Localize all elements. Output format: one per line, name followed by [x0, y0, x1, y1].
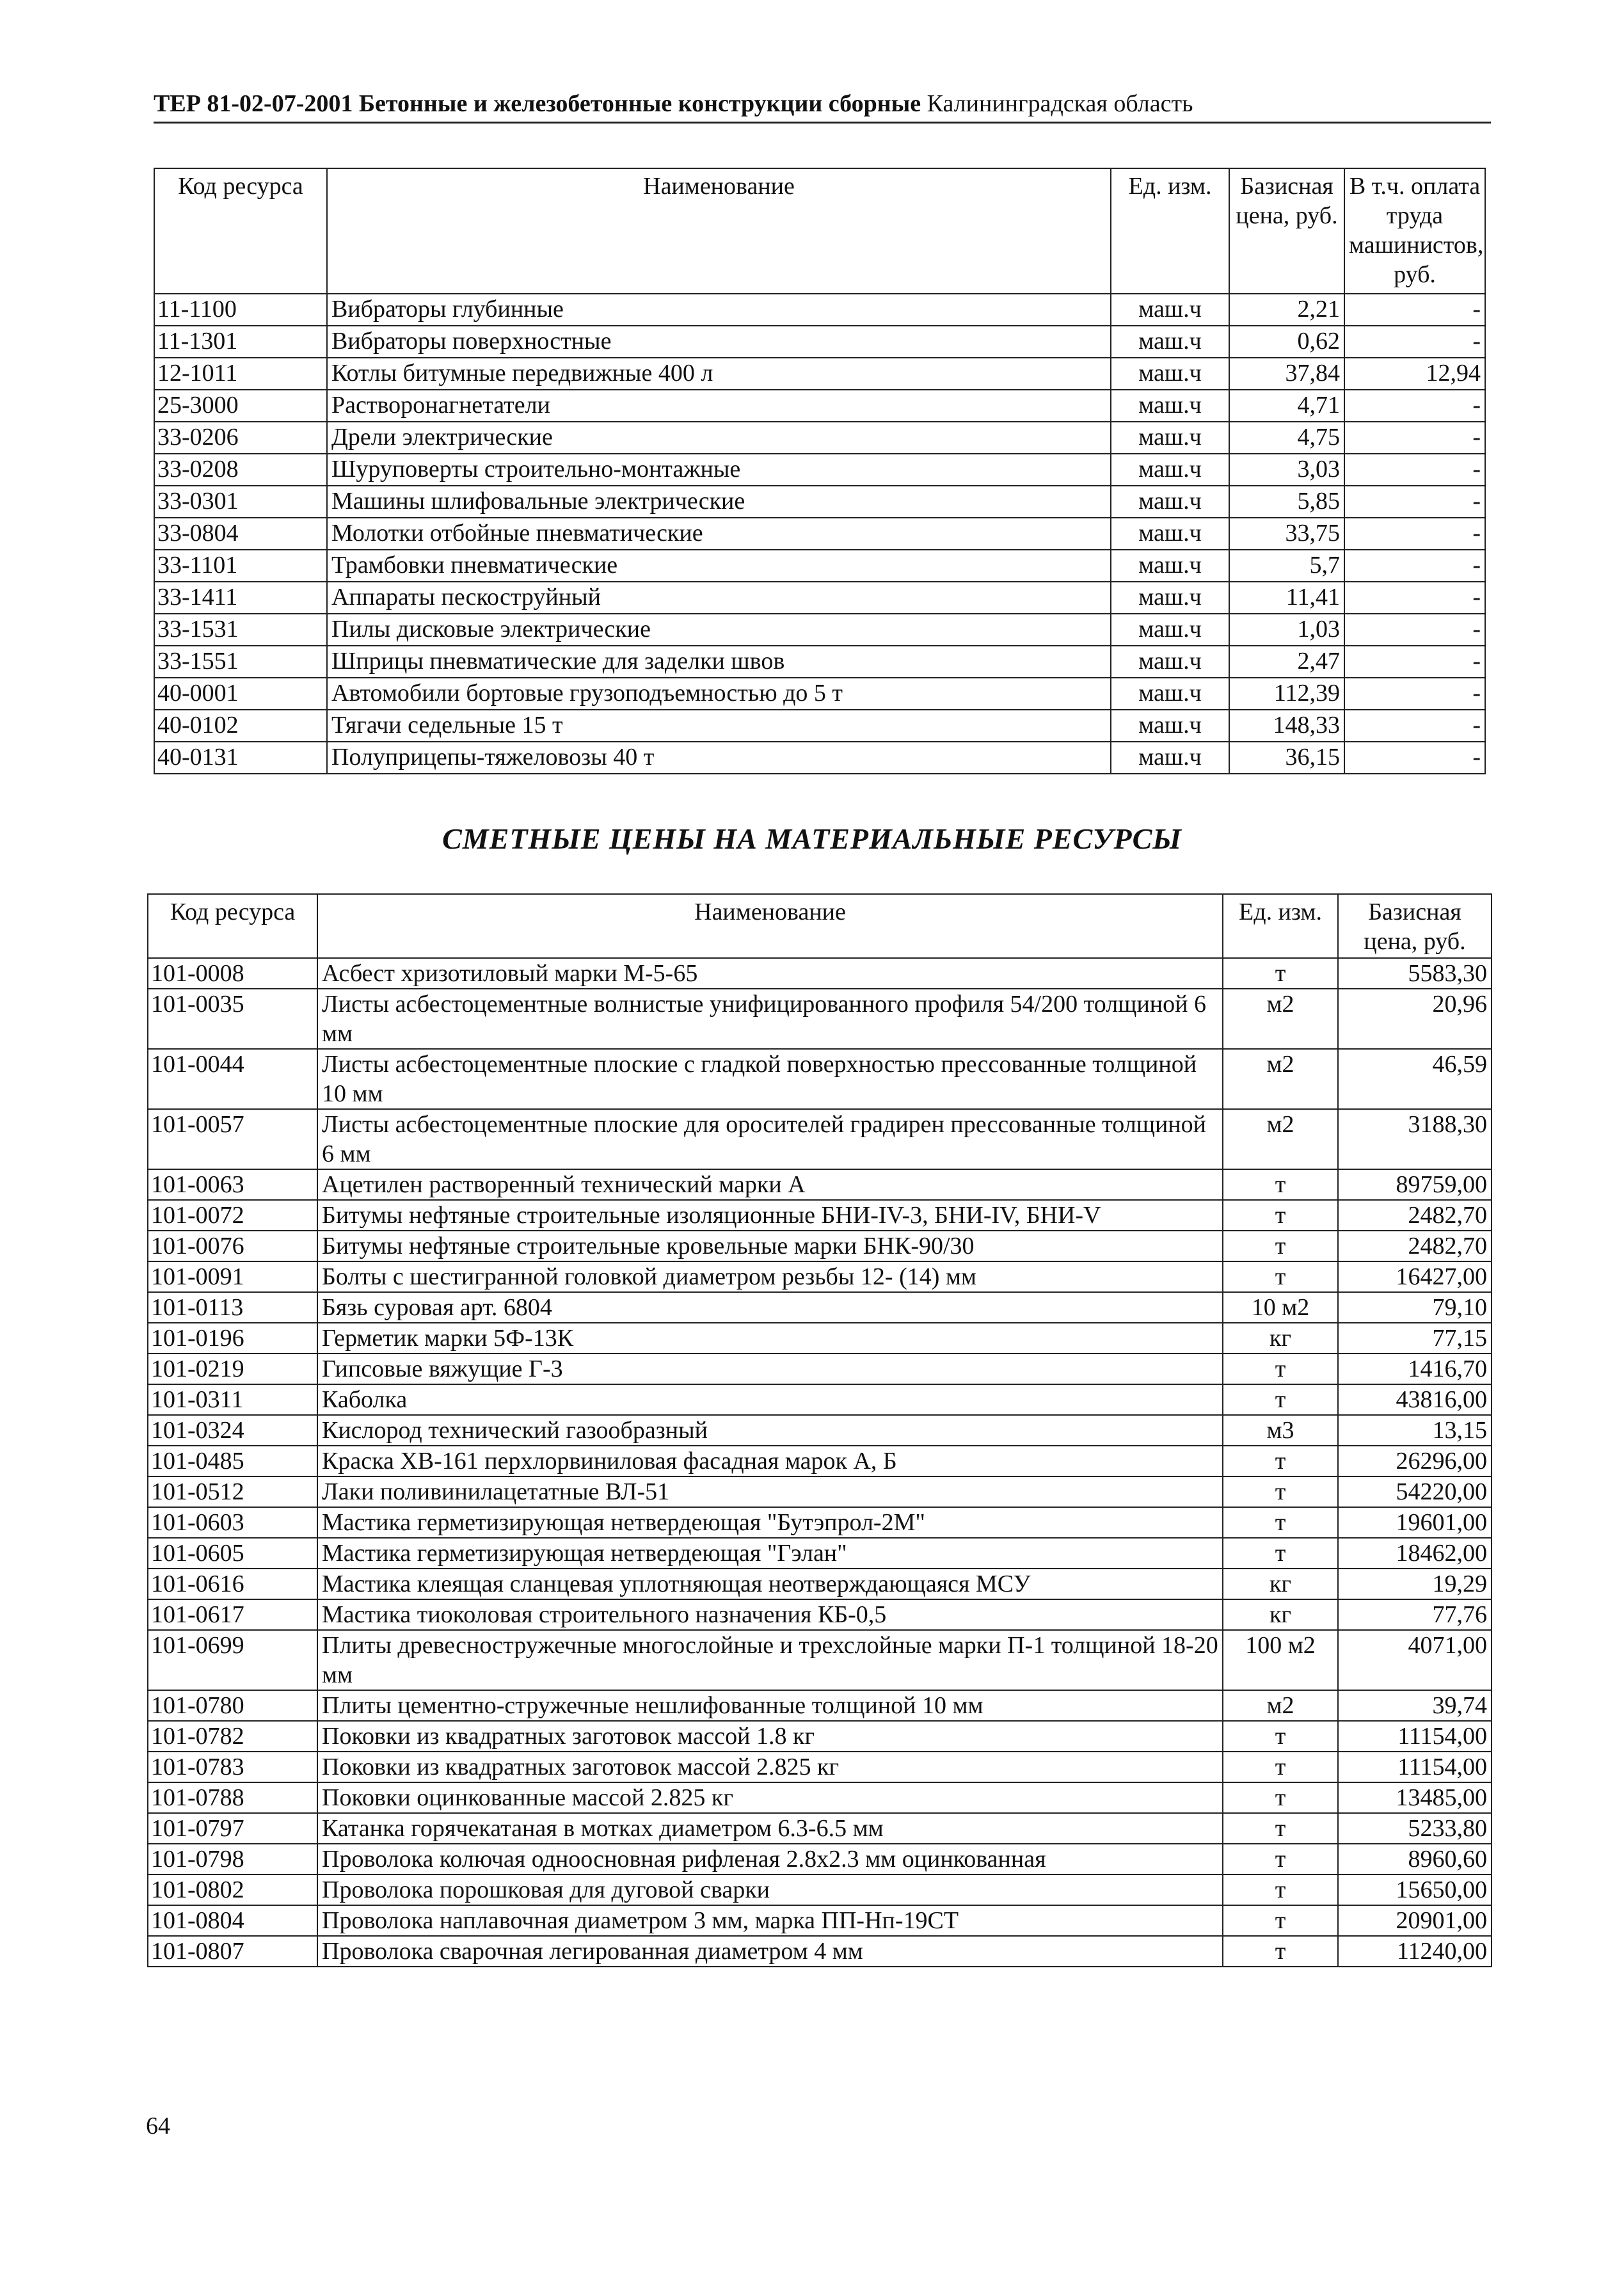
cell-price: 46,59 [1338, 1049, 1492, 1109]
table-row [148, 1782, 1492, 1813]
cell-name: Битумы нефтяные строительные изоляционные БНИ-IV-3, БНИ-IV, БНИ-V [317, 1200, 1223, 1231]
cell-unit: маш.ч [1111, 582, 1229, 614]
cell-wage: - [1344, 294, 1485, 326]
cell-unit: маш.ч [1111, 454, 1229, 486]
cell-wage: - [1344, 742, 1485, 774]
table-row [148, 1476, 1492, 1507]
cell-wage: - [1344, 614, 1485, 646]
materials-section-title: СМЕТНЫЕ ЦЕНЫ НА МАТЕРИАЛЬНЫЕ РЕСУРСЫ [442, 822, 1182, 855]
cell-code: 101-0807 [148, 1936, 317, 1967]
cell-code: 40-0131 [154, 742, 327, 774]
cell-code: 101-0699 [148, 1630, 317, 1690]
cell-price: 43816,00 [1338, 1384, 1492, 1415]
cell-unit: т [1223, 1507, 1338, 1538]
cell-wage: - [1344, 454, 1485, 486]
cell-wage: - [1344, 422, 1485, 454]
cell-wage: - [1344, 710, 1485, 742]
cell-price: 11154,00 [1338, 1721, 1492, 1752]
cell-price: 3,03 [1229, 454, 1344, 486]
cell-name: Проволока колючая одноосновная рифленая 2.8х2.3 мм оцинкованная [317, 1844, 1223, 1874]
column-header-unit: Ед. изм. [1111, 168, 1229, 294]
cell-code: 101-0044 [148, 1049, 317, 1109]
cell-code: 40-0001 [154, 678, 327, 710]
cell-unit: маш.ч [1111, 550, 1229, 582]
table-row [148, 1507, 1492, 1538]
cell-name: Шприцы пневматические для заделки швов [327, 646, 1111, 678]
cell-unit: т [1223, 1384, 1338, 1415]
table-row [154, 294, 1485, 326]
cell-name: Листы асбестоцементные плоские для оросителей градирен прессованные толщиной 6 мм [317, 1109, 1223, 1169]
cell-price: 112,39 [1229, 678, 1344, 710]
cell-price: 1416,70 [1338, 1354, 1492, 1384]
column-header-price: Базисная цена, руб. [1229, 168, 1344, 294]
cell-code: 101-0804 [148, 1905, 317, 1936]
cell-price: 11154,00 [1338, 1752, 1492, 1782]
cell-code: 101-0603 [148, 1507, 317, 1538]
column-header-code: Код ресурса [154, 168, 327, 294]
cell-code: 101-0057 [148, 1109, 317, 1169]
cell-name: Поковки из квадратных заготовок массой 1.8 кг [317, 1721, 1223, 1752]
cell-name: Кислород технический газообразный [317, 1415, 1223, 1446]
cell-code: 101-0008 [148, 958, 317, 989]
cell-code: 33-1531 [154, 614, 327, 646]
materials-price-table [147, 893, 1492, 1967]
cell-name: Каболка [317, 1384, 1223, 1415]
table-row [148, 1721, 1492, 1752]
cell-name: Автомобили бортовые грузоподъемностью до 5 т [327, 678, 1111, 710]
cell-name: Проволока порошковая для дуговой сварки [317, 1874, 1223, 1905]
document-title: ТЕР 81-02-07-2001 Бетонные и железобетонные конструкции сборные [154, 90, 921, 117]
table-row [148, 1446, 1492, 1476]
cell-code: 101-0072 [148, 1200, 317, 1231]
cell-unit: т [1223, 1721, 1338, 1752]
table-row [148, 1049, 1492, 1109]
cell-name: Тягачи седельные 15 т [327, 710, 1111, 742]
cell-code: 101-0798 [148, 1844, 317, 1874]
cell-price: 19,29 [1338, 1569, 1492, 1599]
cell-code: 101-0063 [148, 1169, 317, 1200]
cell-name: Дрели электрические [327, 422, 1111, 454]
table-row [154, 390, 1485, 422]
column-header-price: Базисная цена, руб. [1338, 894, 1492, 958]
table-row [148, 1630, 1492, 1690]
cell-price: 11,41 [1229, 582, 1344, 614]
table-row [154, 422, 1485, 454]
cell-wage: - [1344, 582, 1485, 614]
cell-code: 101-0782 [148, 1721, 317, 1752]
table-header-row [154, 168, 1485, 294]
cell-code: 101-0616 [148, 1569, 317, 1599]
cell-unit: 10 м2 [1223, 1292, 1338, 1323]
cell-price: 37,84 [1229, 358, 1344, 390]
cell-name: Полуприцепы-тяжеловозы 40 т [327, 742, 1111, 774]
table-row [154, 742, 1485, 774]
cell-price: 54220,00 [1338, 1476, 1492, 1507]
table-row [148, 1415, 1492, 1446]
cell-price: 18462,00 [1338, 1538, 1492, 1569]
cell-price: 89759,00 [1338, 1169, 1492, 1200]
region-label: Калининградская область [927, 90, 1193, 117]
cell-unit: м2 [1223, 1049, 1338, 1109]
column-header-wage: В т.ч. оплата труда машинистов, руб. [1344, 168, 1485, 294]
table-row [154, 454, 1485, 486]
cell-unit: маш.ч [1111, 614, 1229, 646]
cell-wage: - [1344, 646, 1485, 678]
cell-unit: маш.ч [1111, 294, 1229, 326]
cell-code: 25-3000 [154, 390, 327, 422]
cell-name: Аппараты пескоструйный [327, 582, 1111, 614]
cell-code: 33-0804 [154, 518, 327, 550]
cell-unit: т [1223, 1782, 1338, 1813]
cell-name: Листы асбестоцементные плоские с гладкой поверхностью прессованные толщиной 10 мм [317, 1049, 1223, 1109]
cell-code: 33-0206 [154, 422, 327, 454]
cell-unit: кг [1223, 1569, 1338, 1599]
table-row [148, 1538, 1492, 1569]
column-header-name: Наименование [327, 168, 1111, 294]
cell-price: 148,33 [1229, 710, 1344, 742]
cell-price: 15650,00 [1338, 1874, 1492, 1905]
cell-name: Гипсовые вяжущие Г-3 [317, 1354, 1223, 1384]
cell-price: 77,15 [1338, 1323, 1492, 1354]
cell-code: 101-0113 [148, 1292, 317, 1323]
cell-price: 2,21 [1229, 294, 1344, 326]
cell-code: 33-1411 [154, 582, 327, 614]
cell-wage: - [1344, 326, 1485, 358]
column-header-unit: Ед. изм. [1223, 894, 1338, 958]
cell-price: 5233,80 [1338, 1813, 1492, 1844]
cell-code: 101-0797 [148, 1813, 317, 1844]
cell-name: Лаки поливинилацетатные ВЛ-51 [317, 1476, 1223, 1507]
table-row [154, 486, 1485, 518]
cell-wage: - [1344, 518, 1485, 550]
cell-code: 12-1011 [154, 358, 327, 390]
table-row [148, 1599, 1492, 1630]
page-header [154, 90, 1491, 124]
cell-wage: - [1344, 678, 1485, 710]
cell-name: Мастика герметизирующая нетвердеющая "Бутэпрол-2М" [317, 1507, 1223, 1538]
cell-unit: т [1223, 1538, 1338, 1569]
cell-unit: кг [1223, 1323, 1338, 1354]
cell-unit: т [1223, 1752, 1338, 1782]
table-row [148, 1261, 1492, 1292]
cell-unit: т [1223, 1354, 1338, 1384]
cell-unit: т [1223, 1446, 1338, 1476]
machines-table-body [154, 294, 1485, 774]
cell-unit: маш.ч [1111, 678, 1229, 710]
cell-price: 2,47 [1229, 646, 1344, 678]
cell-price: 5583,30 [1338, 958, 1492, 989]
cell-code: 40-0102 [154, 710, 327, 742]
cell-price: 3188,30 [1338, 1109, 1492, 1169]
cell-unit: т [1223, 1261, 1338, 1292]
cell-unit: т [1223, 1936, 1338, 1967]
cell-name: Битумы нефтяные строительные кровельные марки БНК-90/30 [317, 1231, 1223, 1261]
table-row [148, 1109, 1492, 1169]
table-row [154, 678, 1485, 710]
cell-name: Вибраторы поверхностные [327, 326, 1111, 358]
cell-name: Листы асбестоцементные волнистые унифицированного профиля 54/200 толщиной 6 мм [317, 989, 1223, 1049]
cell-price: 1,03 [1229, 614, 1344, 646]
cell-price: 79,10 [1338, 1292, 1492, 1323]
table-row [154, 646, 1485, 678]
cell-name: Трамбовки пневматические [327, 550, 1111, 582]
cell-price: 33,75 [1229, 518, 1344, 550]
cell-unit: кг [1223, 1599, 1338, 1630]
cell-code: 101-0512 [148, 1476, 317, 1507]
cell-code: 101-0485 [148, 1446, 317, 1476]
cell-unit: маш.ч [1111, 742, 1229, 774]
cell-price: 20901,00 [1338, 1905, 1492, 1936]
table-row [148, 1874, 1492, 1905]
table-row [148, 1690, 1492, 1721]
cell-name: Плиты древесностружечные многослойные и трехслойные марки П-1 толщиной 18-20 мм [317, 1630, 1223, 1690]
cell-price: 2482,70 [1338, 1200, 1492, 1231]
column-header-name: Наименование [317, 894, 1223, 958]
cell-price: 77,76 [1338, 1599, 1492, 1630]
cell-unit: т [1223, 1905, 1338, 1936]
cell-unit: м2 [1223, 1109, 1338, 1169]
cell-wage: - [1344, 486, 1485, 518]
cell-code: 101-0783 [148, 1752, 317, 1782]
table-header-row [148, 894, 1492, 958]
cell-unit: маш.ч [1111, 486, 1229, 518]
table-row [148, 1200, 1492, 1231]
cell-price: 4,75 [1229, 422, 1344, 454]
cell-price: 0,62 [1229, 326, 1344, 358]
cell-price: 20,96 [1338, 989, 1492, 1049]
cell-price: 16427,00 [1338, 1261, 1492, 1292]
page-number: 64 [146, 2113, 170, 2139]
table-row [148, 958, 1492, 989]
cell-wage: 12,94 [1344, 358, 1485, 390]
table-row [148, 1354, 1492, 1384]
cell-code: 101-0788 [148, 1782, 317, 1813]
cell-name: Мастика клеящая сланцевая уплотняющая неотверждающаяся МСУ [317, 1569, 1223, 1599]
table-row [148, 1323, 1492, 1354]
table-row [148, 1292, 1492, 1323]
cell-unit: т [1223, 958, 1338, 989]
table-row [154, 710, 1485, 742]
table-row [154, 614, 1485, 646]
table-row [154, 518, 1485, 550]
cell-unit: т [1223, 1476, 1338, 1507]
cell-code: 101-0219 [148, 1354, 317, 1384]
cell-code: 11-1301 [154, 326, 327, 358]
cell-code: 101-0311 [148, 1384, 317, 1415]
cell-code: 101-0780 [148, 1690, 317, 1721]
cell-name: Краска ХВ-161 перхлорвиниловая фасадная марок А, Б [317, 1446, 1223, 1476]
cell-unit: т [1223, 1231, 1338, 1261]
table-row [148, 989, 1492, 1049]
cell-unit: т [1223, 1813, 1338, 1844]
table-row [154, 358, 1485, 390]
cell-name: Молотки отбойные пневматические [327, 518, 1111, 550]
cell-wage: - [1344, 550, 1485, 582]
cell-unit: маш.ч [1111, 358, 1229, 390]
cell-name: Котлы битумные передвижные 400 л [327, 358, 1111, 390]
cell-name: Плиты цементно-стружечные нешлифованные толщиной 10 мм [317, 1690, 1223, 1721]
cell-code: 11-1100 [154, 294, 327, 326]
cell-name: Машины шлифовальные электрические [327, 486, 1111, 518]
cell-name: Бязь суровая арт. 6804 [317, 1292, 1223, 1323]
materials-table-body [148, 958, 1492, 1967]
cell-unit: маш.ч [1111, 646, 1229, 678]
cell-code: 101-0091 [148, 1261, 317, 1292]
table-row [148, 1231, 1492, 1261]
table-row [154, 582, 1485, 614]
cell-price: 2482,70 [1338, 1231, 1492, 1261]
cell-wage: - [1344, 390, 1485, 422]
cell-unit: т [1223, 1169, 1338, 1200]
cell-price: 36,15 [1229, 742, 1344, 774]
cell-unit: т [1223, 1874, 1338, 1905]
cell-price: 11240,00 [1338, 1936, 1492, 1967]
cell-name: Поковки оцинкованные массой 2.825 кг [317, 1782, 1223, 1813]
cell-name: Болты с шестигранной головкой диаметром резьбы 12- (14) мм [317, 1261, 1223, 1292]
cell-unit: м2 [1223, 1690, 1338, 1721]
cell-code: 101-0076 [148, 1231, 317, 1261]
cell-name: Асбест хризотиловый марки М-5-65 [317, 958, 1223, 989]
table-row [148, 1169, 1492, 1200]
cell-price: 19601,00 [1338, 1507, 1492, 1538]
cell-name: Растворонагнетатели [327, 390, 1111, 422]
cell-price: 5,7 [1229, 550, 1344, 582]
cell-code: 101-0802 [148, 1874, 317, 1905]
cell-code: 33-1101 [154, 550, 327, 582]
cell-code: 101-0617 [148, 1599, 317, 1630]
cell-name: Герметик марки 5Ф-13К [317, 1323, 1223, 1354]
cell-price: 39,74 [1338, 1690, 1492, 1721]
cell-unit: маш.ч [1111, 326, 1229, 358]
cell-unit: маш.ч [1111, 710, 1229, 742]
cell-code: 33-0208 [154, 454, 327, 486]
cell-unit: м2 [1223, 989, 1338, 1049]
cell-code: 101-0324 [148, 1415, 317, 1446]
table-row [148, 1384, 1492, 1415]
cell-code: 101-0196 [148, 1323, 317, 1354]
table-row [148, 1936, 1492, 1967]
cell-unit: маш.ч [1111, 390, 1229, 422]
cell-code: 101-0605 [148, 1538, 317, 1569]
cell-name: Проволока сварочная легированная диаметром 4 мм [317, 1936, 1223, 1967]
cell-unit: т [1223, 1200, 1338, 1231]
table-row [154, 326, 1485, 358]
cell-unit: маш.ч [1111, 422, 1229, 454]
cell-name: Ацетилен растворенный технический марки А [317, 1169, 1223, 1200]
cell-unit: маш.ч [1111, 518, 1229, 550]
table-row [148, 1752, 1492, 1782]
column-header-code: Код ресурса [148, 894, 317, 958]
cell-unit: м3 [1223, 1415, 1338, 1446]
cell-name: Мастика тиоколовая строительного назначения КБ-0,5 [317, 1599, 1223, 1630]
cell-price: 8960,60 [1338, 1844, 1492, 1874]
table-row [148, 1813, 1492, 1844]
table-row [154, 550, 1485, 582]
cell-name: Вибраторы глубинные [327, 294, 1111, 326]
cell-unit: 100 м2 [1223, 1630, 1338, 1690]
cell-code: 33-0301 [154, 486, 327, 518]
table-row [148, 1905, 1492, 1936]
machines-price-table [154, 168, 1486, 774]
table-row [148, 1844, 1492, 1874]
cell-price: 4071,00 [1338, 1630, 1492, 1690]
cell-name: Катанка горячекатаная в мотках диаметром 6.3-6.5 мм [317, 1813, 1223, 1844]
cell-price: 5,85 [1229, 486, 1344, 518]
cell-name: Шуруповерты строительно-монтажные [327, 454, 1111, 486]
cell-price: 13485,00 [1338, 1782, 1492, 1813]
cell-name: Проволока наплавочная диаметром 3 мм, марка ПП-Нп-19СТ [317, 1905, 1223, 1936]
cell-name: Пилы дисковые электрические [327, 614, 1111, 646]
cell-name: Мастика герметизирующая нетвердеющая "Гэлан" [317, 1538, 1223, 1569]
cell-unit: т [1223, 1844, 1338, 1874]
cell-code: 101-0035 [148, 989, 317, 1049]
cell-name: Поковки из квадратных заготовок массой 2.825 кг [317, 1752, 1223, 1782]
cell-price: 4,71 [1229, 390, 1344, 422]
cell-price: 13,15 [1338, 1415, 1492, 1446]
table-row [148, 1569, 1492, 1599]
cell-price: 26296,00 [1338, 1446, 1492, 1476]
cell-code: 33-1551 [154, 646, 327, 678]
